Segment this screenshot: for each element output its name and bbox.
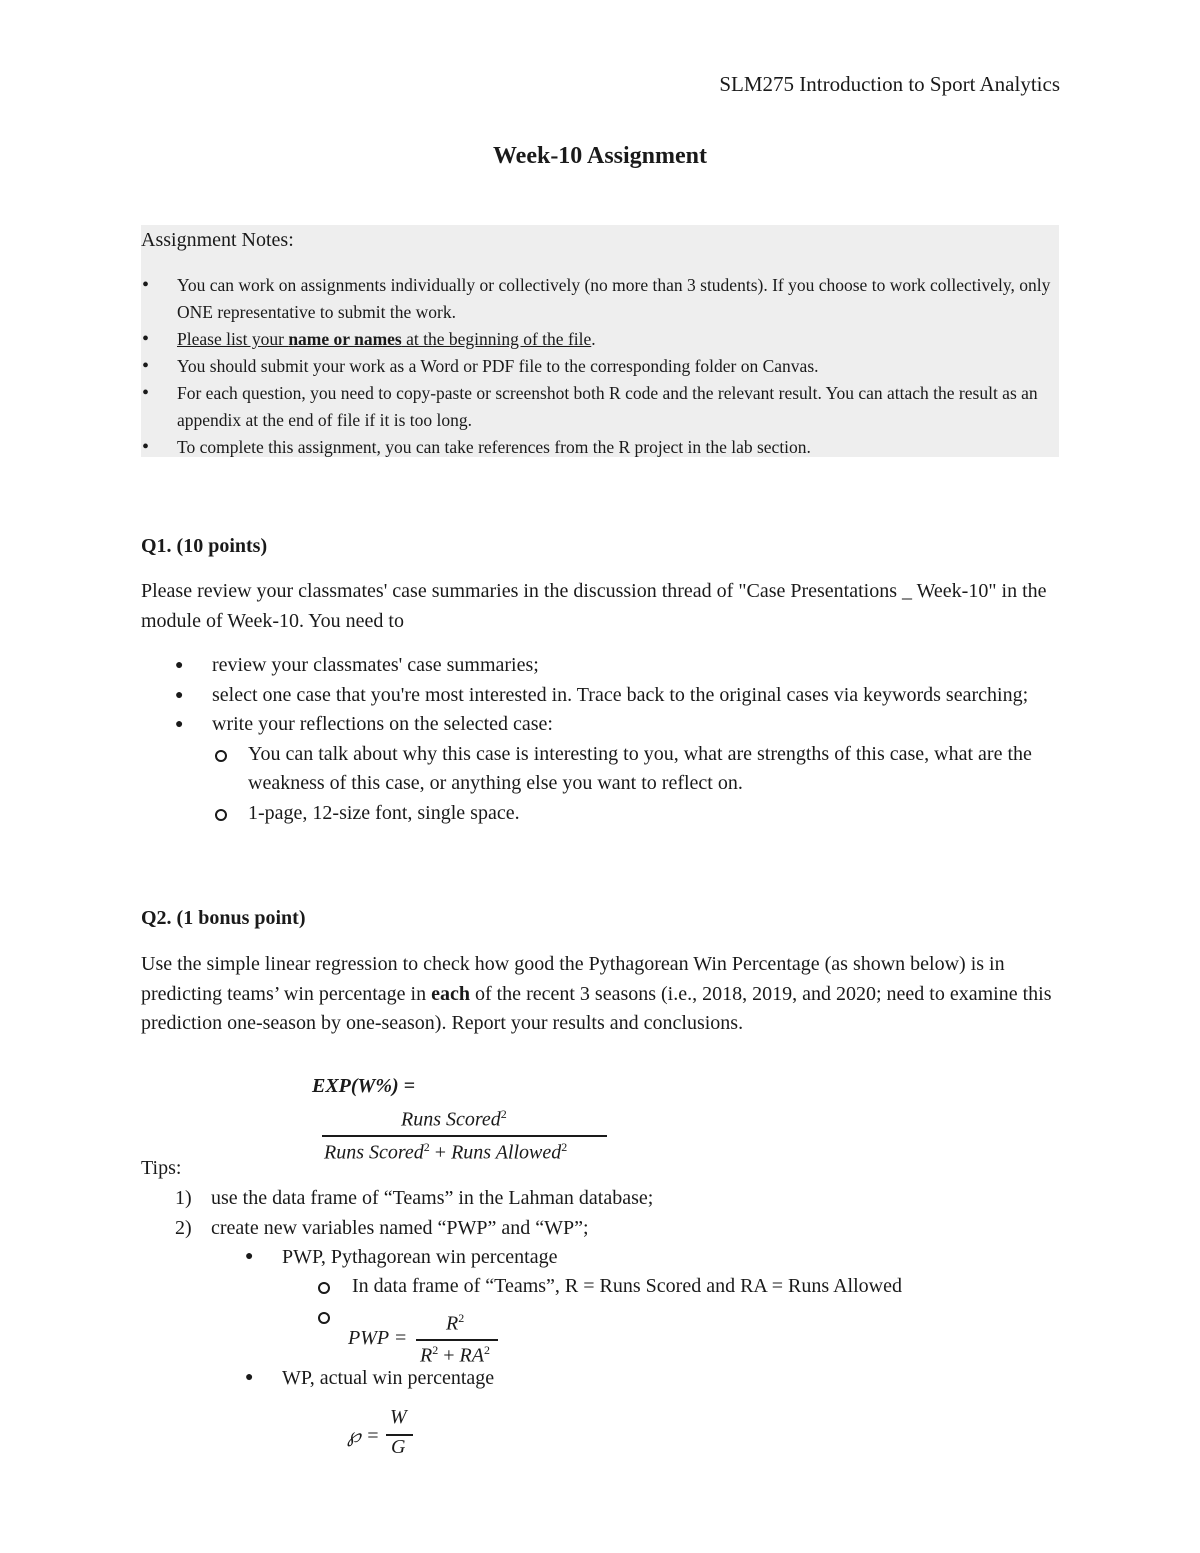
q2-intro-text: Use the simple linear regression to check how good the Pythagorean Win Percentage (as shown below) is in predicting teams’ win percentage in <box>141 953 1005 1005</box>
formula-term: Runs Allowed <box>451 1141 562 1164</box>
wp-denominator: G <box>391 1436 406 1458</box>
bullet-icon: ● <box>245 1370 254 1385</box>
wp-numerator: W <box>390 1406 407 1428</box>
formula-denominator <box>324 1140 567 1165</box>
pwp-numerator <box>446 1311 464 1336</box>
note-bold-text: name or names <box>288 329 402 349</box>
note-text: at the beginning of the file <box>401 329 592 349</box>
sub-list-item-text: 1-page, 12-size font, single space. <box>248 801 520 824</box>
note-item <box>141 434 1051 461</box>
q1-heading: Q1. (10 points) <box>141 535 268 557</box>
tip-number: 2) <box>175 1217 192 1239</box>
note-item <box>141 380 1051 434</box>
tip-text: use the data frame of “Teams” in the Lahman database; <box>211 1187 654 1209</box>
wp-bullet-text: WP, actual win percentage <box>282 1367 495 1389</box>
formula-term: R <box>420 1344 433 1367</box>
list-item <box>175 681 1045 711</box>
formula-term: Runs Scored <box>401 1108 501 1131</box>
note-underlined <box>177 329 591 349</box>
formula-exponent: 2 <box>432 1343 439 1357</box>
page-title: Week-10 Assignment <box>492 143 707 169</box>
list-item <box>175 710 1045 828</box>
sub-list-item <box>212 799 1045 829</box>
tips-label: Tips: <box>141 1157 182 1179</box>
formula-plus: + <box>429 1141 452 1164</box>
list-item-text: select one case that you're most interested in. Trace back to the original cases via keywords searching; <box>212 683 1029 706</box>
formula-term: RA <box>459 1344 484 1367</box>
note-text: You should submit your work as a Word or PDF file to the corresponding folder on Canvas. <box>177 356 819 376</box>
sub-list-item-text: You can talk about why this case is interesting to you, what are strengths of this case, what are the weakness of this case, or anything else you want to reflect on. <box>248 742 1032 794</box>
tip-number: 1) <box>175 1187 192 1209</box>
q1-task-list <box>175 651 1045 828</box>
course-header: SLM275 Introduction to Sport Analytics <box>719 72 1060 96</box>
note-text: For each question, you need to copy-paste or screenshot both R code and the relevant result. You can attach the result as an appendix at the end of file if it is too long. <box>177 383 1038 430</box>
circle-bullet-icon <box>318 1282 330 1294</box>
tip-text: create new variables named “PWP” and “WP”; <box>211 1217 589 1239</box>
pwp-bullet-text: PWP, Pythagorean win percentage <box>282 1246 558 1268</box>
q2-intro-text: of the recent 3 seasons (i.e., 2018, 2019, and 2020; need to examine this prediction one-season by one-season). Report your results and conclusions. <box>141 982 1052 1034</box>
list-item <box>175 651 1045 681</box>
notes-label: Assignment Notes: <box>141 229 294 251</box>
note-item <box>141 353 1051 380</box>
q2-intro-bold: each <box>431 982 470 1005</box>
formula-exponent: 2 <box>500 1107 507 1121</box>
pwp-sub-text: In data frame of “Teams”, R = Runs Scored and RA = Runs Allowed <box>352 1275 902 1297</box>
formula-exponent: 2 <box>561 1140 568 1154</box>
q2-intro <box>141 950 1059 1039</box>
circle-bullet-icon <box>318 1312 330 1324</box>
sub-list-item <box>212 740 1045 799</box>
notes-list <box>141 272 1051 461</box>
note-period: . <box>591 329 596 349</box>
pwp-fraction-bar <box>416 1339 498 1341</box>
pwp-formula-lhs: PWP = <box>348 1327 408 1349</box>
note-text: Please list your <box>177 329 289 349</box>
note-text: You can work on assignments individually or collectively (no more than 3 students). If you choose to work collectively, only ONE representative to submit the work. <box>177 275 1051 322</box>
formula-exponent: 2 <box>423 1140 430 1154</box>
formula-plus: + <box>438 1344 460 1367</box>
formula-exponent: 2 <box>483 1343 490 1357</box>
formula-label: EXP(W%) = <box>312 1075 416 1097</box>
q1-sub-list <box>212 740 1045 829</box>
formula-fraction-bar <box>322 1135 607 1137</box>
list-item-text: write your reflections on the selected case: <box>212 713 553 735</box>
formula-numerator <box>401 1107 507 1132</box>
wp-formula-lhs: ℘ = <box>347 1425 380 1447</box>
q1-intro: Please review your classmates' case summaries in the discussion thread of "Case Presentations _ Week-10" in the module of Week-10. You need to <box>141 580 1047 632</box>
list-item-text: review your classmates' case summaries; <box>212 654 539 676</box>
q2-heading: Q2. (1 bonus point) <box>141 907 306 929</box>
note-item <box>141 326 1051 353</box>
note-item <box>141 272 1051 326</box>
bullet-icon: ● <box>245 1249 254 1264</box>
formula-term: R <box>446 1312 459 1335</box>
formula-exponent: 2 <box>458 1311 465 1325</box>
note-text: To complete this assignment, you can take references from the R project in the lab section. <box>177 437 811 457</box>
formula-term: Runs Scored <box>324 1141 424 1164</box>
